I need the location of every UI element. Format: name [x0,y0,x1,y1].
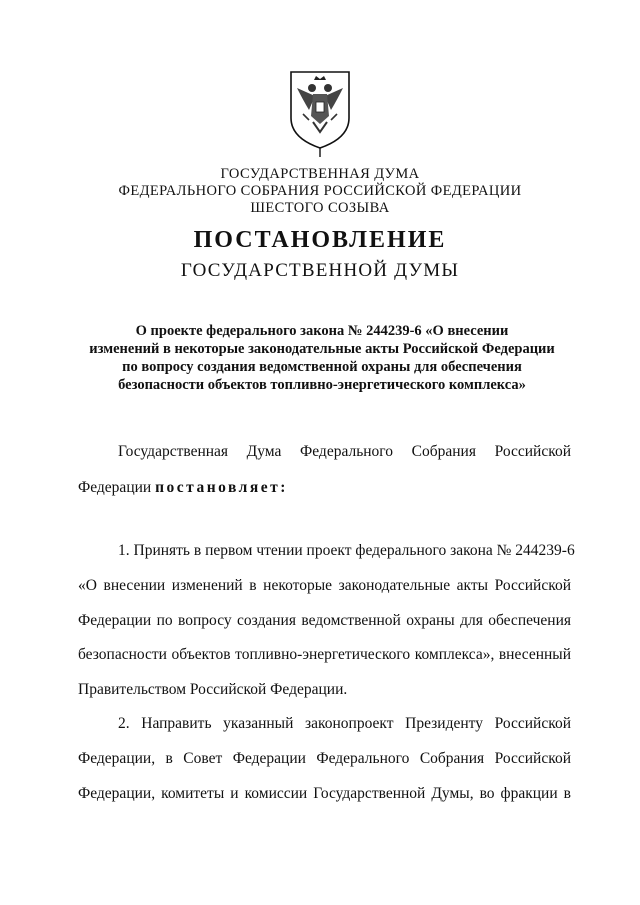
item1-line: «О внесении изменений в некоторые законодательные акты Российской [78,577,571,594]
item2-line: 2. Направить указанный законопроект Президенту Российской [118,715,571,732]
subject-line: О проекте федерального закона № 244239-6 «О внесении [135,323,509,339]
item1-line: 1. Принять в первом чтении проект федерального закона № 244239-6 [118,542,575,559]
subject-line: по вопросу создания ведомственной охраны для обеспечения [122,359,522,375]
item1-line: Федерации по вопросу создания ведомственной охраны для обеспечения [78,612,571,629]
org-line-1: ГОСУДАРСТВЕННАЯ ДУМА [220,166,420,182]
item1-line: безопасности объектов топливно-энергетического комплекса», внесенный [78,646,571,663]
item2-line: Федерации, в Совет Федерации Федерального Собрания Российской [78,750,571,767]
preamble-decision: постановляет: [155,479,288,496]
preamble-line [78,478,571,498]
subject-line: изменений в некоторые законодательные акты Российской Федерации [89,341,555,357]
item2-line: Федерации, комитеты и комиссии Государственной Думы, во фракции в [78,785,571,802]
org-line-3: ШЕСТОГО СОЗЫВА [250,200,390,216]
preamble-line: Государственная Дума Федерального Собрания Российской [118,443,571,460]
document-title: ПОСТАНОВЛЕНИЕ [193,227,447,253]
coat-of-arms-icon [285,66,355,158]
org-line-2: ФЕДЕРАЛЬНОГО СОБРАНИЯ РОССИЙСКОЙ ФЕДЕРАЦИИ [118,183,522,199]
item1-line: Правительством Российской Федерации. [78,681,348,698]
document-subject [80,322,564,394]
subject-line: безопасности объектов топливно-энергетического комплекса» [118,377,526,393]
preamble-prefix: Федерации [78,479,156,496]
document-subtitle: ГОСУДАРСТВЕННОЙ ДУМЫ [180,260,460,281]
